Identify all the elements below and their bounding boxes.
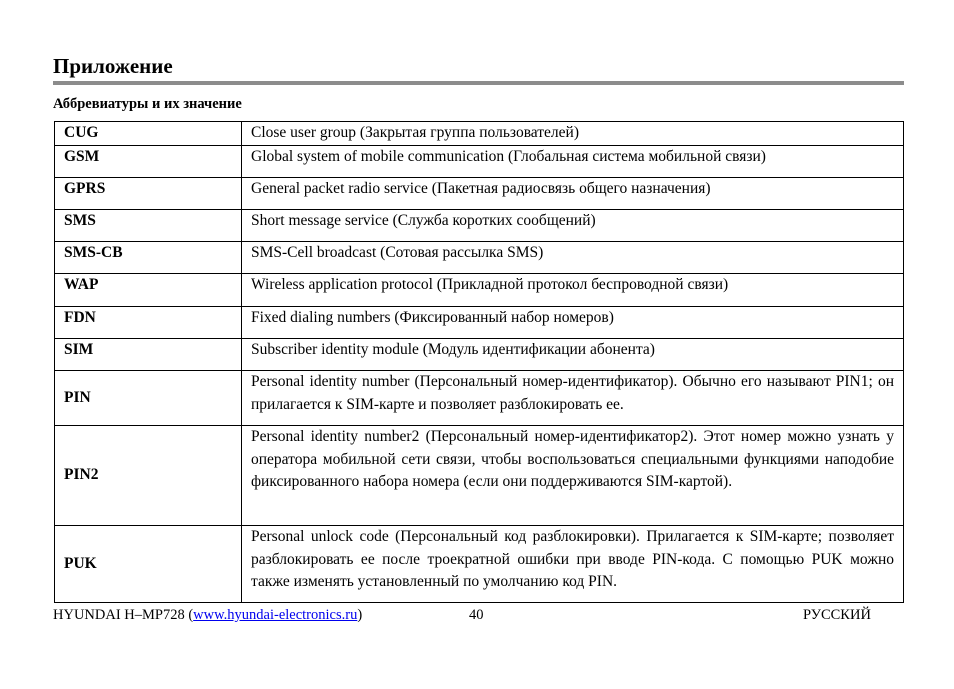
section-title: Аббревиатуры и их значение bbox=[53, 96, 242, 112]
description-cell: SMS-Cell broadcast (Сотовая рассылка SMS) bbox=[242, 242, 904, 274]
term-cell: SMS-CB bbox=[55, 242, 242, 274]
description-cell: Short message service (Служба коротких сообщений) bbox=[242, 210, 904, 242]
term-cell: SIM bbox=[55, 339, 242, 371]
table-row bbox=[55, 371, 904, 426]
term-cell: SMS bbox=[55, 210, 242, 242]
term-cell: CUG bbox=[55, 122, 242, 146]
table-row bbox=[55, 146, 904, 178]
term-cell: PUK bbox=[55, 526, 242, 603]
table-row bbox=[55, 122, 904, 146]
term-cell: GPRS bbox=[55, 178, 242, 210]
table-row bbox=[55, 210, 904, 242]
table-row bbox=[55, 526, 904, 603]
website-link[interactable]: www.hyundai-electronics.ru bbox=[193, 607, 358, 623]
table-row bbox=[55, 426, 904, 526]
description-cell: Subscriber identity module (Модуль идентификации абонента) bbox=[242, 339, 904, 371]
abbreviations-table bbox=[54, 121, 904, 603]
description-cell: General packet radio service (Пакетная радиосвязь общего назначения) bbox=[242, 178, 904, 210]
description-cell: Global system of mobile communication (Глобальная система мобильной связи) bbox=[242, 146, 904, 178]
footer-brand-suffix: ) bbox=[357, 607, 363, 623]
term-cell: PIN2 bbox=[55, 426, 242, 526]
table-row bbox=[55, 242, 904, 274]
description-cell: Fixed dialing numbers (Фиксированный набор номеров) bbox=[242, 307, 904, 339]
description-cell: Wireless application protocol (Прикладной протокол беспроводной связи) bbox=[242, 274, 904, 307]
footer-language: РУССКИЙ bbox=[803, 607, 871, 623]
term-cell: GSM bbox=[55, 146, 242, 178]
description-cell: Personal identity number2 (Персональный номер-идентификатор2). Этот номер можно узнать у оператора мобильной сети связи, чтобы воспользоваться специальными функциями наподобие фиксированного набора номера (если они поддерживаются SIM-картой). bbox=[242, 426, 904, 526]
description-cell: Personal unlock code (Персональный код разблокировки). Прилагается к SIM-карте; позволяет разблокировать ее после троекратной ошибки при вводе PIN-кода. С помощью PUK можно также изменять установленный по умолчанию код PIN. bbox=[242, 526, 904, 603]
term-cell: WAP bbox=[55, 274, 242, 307]
table-row bbox=[55, 339, 904, 371]
term-cell: FDN bbox=[55, 307, 242, 339]
footer-brand-prefix: HYUNDAI H–MP728 ( bbox=[53, 607, 194, 623]
page-title: Приложение bbox=[53, 54, 173, 78]
table-row bbox=[55, 274, 904, 307]
footer-brand bbox=[53, 606, 362, 624]
title-rule bbox=[53, 81, 904, 85]
page-number: 40 bbox=[469, 607, 484, 623]
description-cell: Personal identity number (Персональный номер-идентификатор). Обычно его называют PIN1; он прилагается к SIM-карте и позволяет разблокировать ее. bbox=[242, 371, 904, 426]
term-cell: PIN bbox=[55, 371, 242, 426]
description-cell: Close user group (Закрытая группа пользователей) bbox=[242, 122, 904, 146]
table-row bbox=[55, 178, 904, 210]
table-row bbox=[55, 307, 904, 339]
